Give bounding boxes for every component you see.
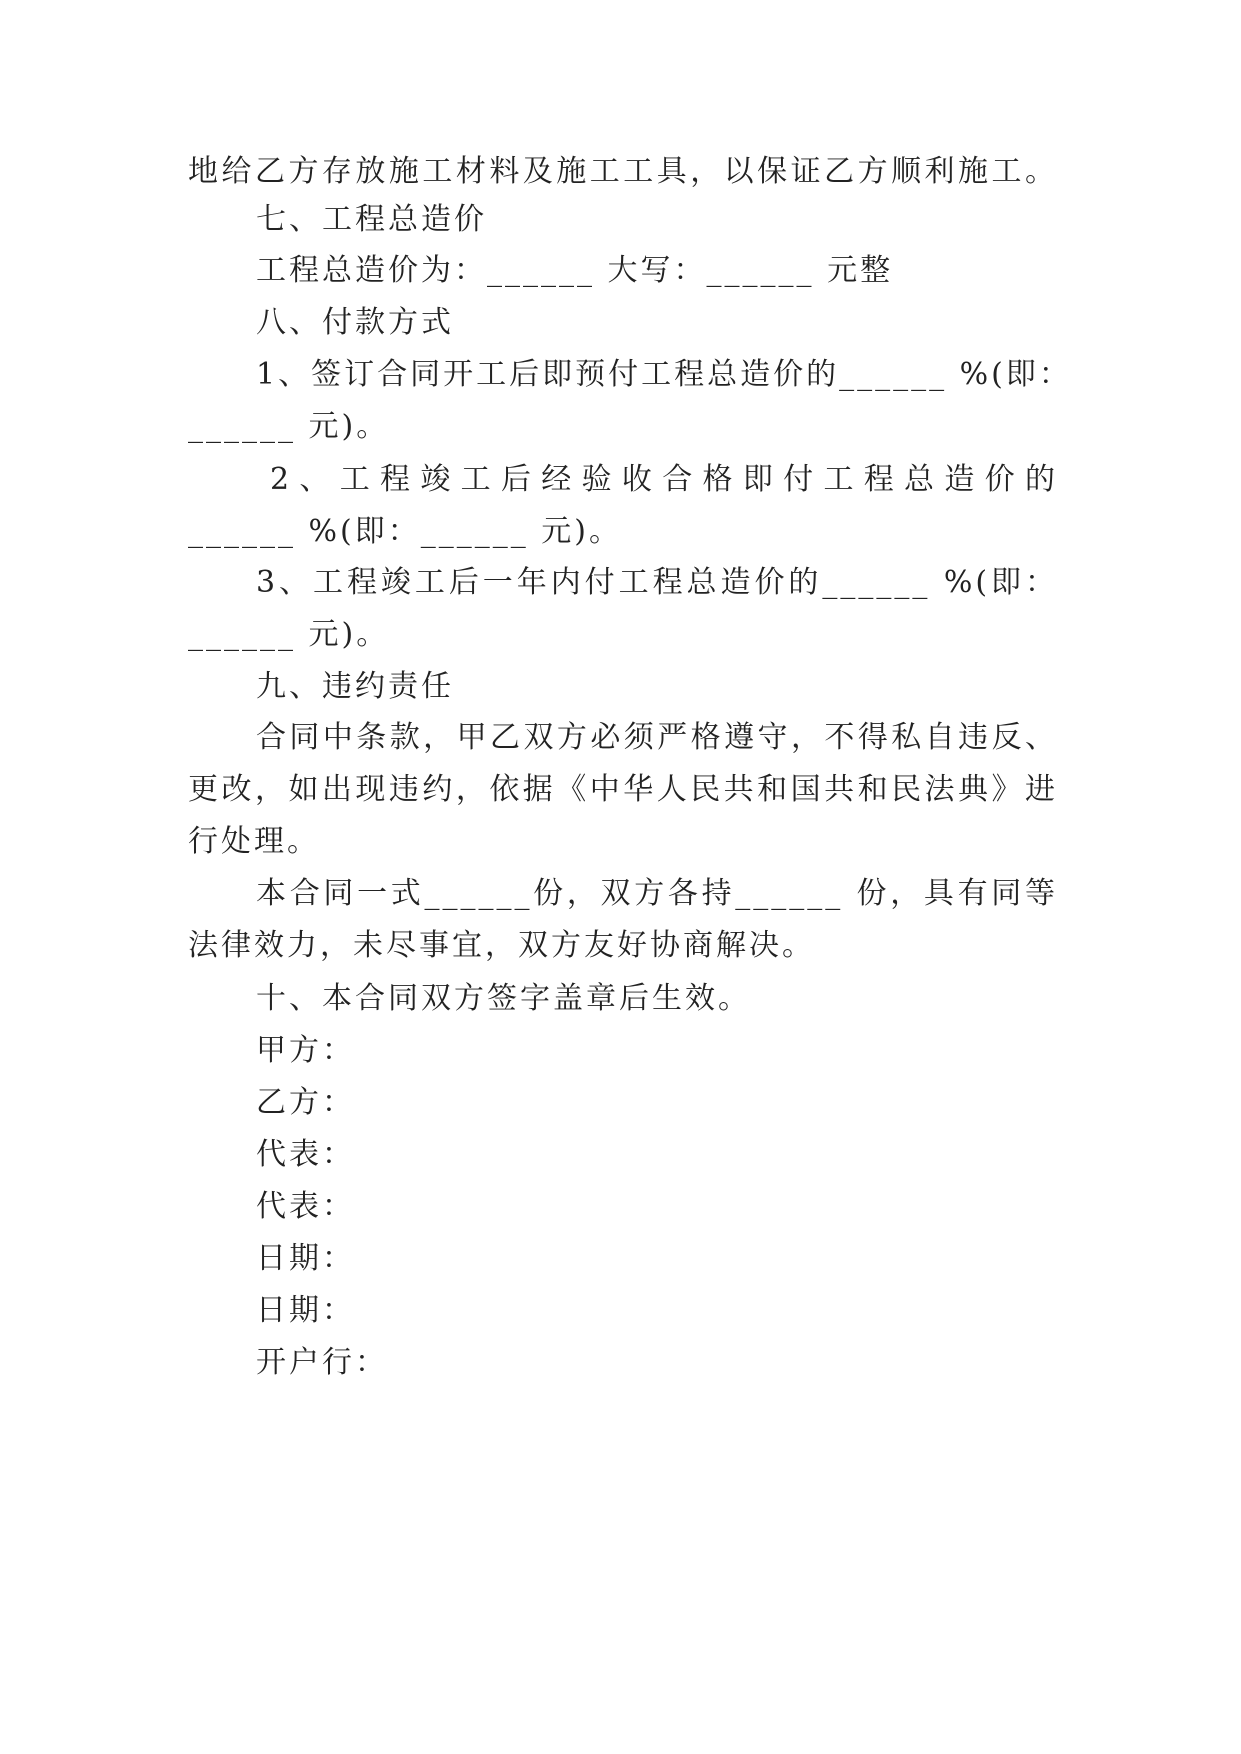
payment-item-3: 3、工程竣工后一年内付工程总造价的______ %(即： [256, 565, 1058, 600]
representative-label: 代表： [256, 1137, 355, 1172]
payment-item-2-cont: ______ %(即：______ 元)。 [188, 514, 622, 549]
party-a-label: 甲方： [256, 1033, 355, 1068]
paragraph-line: 地给乙方存放施工材料及施工工具，以保证乙方顺利施工。 [188, 154, 1058, 189]
payment-item-3-cont: ______ 元)。 [188, 617, 390, 652]
bank-label: 开户行： [256, 1345, 388, 1380]
section-heading-8: 八、付款方式 [256, 305, 454, 340]
section-heading-9: 九、违约责任 [256, 669, 454, 704]
payment-item-1: 1、签订合同开工后即预付工程总造价的______ %(即： [256, 357, 1072, 392]
representative-label: 代表： [256, 1189, 355, 1224]
party-b-label: 乙方： [256, 1085, 355, 1120]
breach-clause-line: 合同中条款，甲乙双方必须严格遵守，不得私自违反、 [256, 720, 1058, 755]
date-label: 日期： [256, 1293, 355, 1328]
payment-item-2: 2、工程竣工后经验收合格即付工程总造价的 [270, 462, 1058, 497]
payment-item-1-cont: ______ 元)。 [188, 409, 390, 444]
section-heading-7: 七、工程总造价 [256, 202, 487, 237]
date-label: 日期： [256, 1241, 355, 1276]
total-price-line: 工程总造价为：______ 大写：______ 元整 [256, 253, 894, 288]
breach-clause-line: 更改，如出现违约，依据《中华人民共和国共和民法典》进 [188, 772, 1058, 807]
section-heading-10: 十、本合同双方签字盖章后生效。 [256, 981, 751, 1016]
copies-clause-line: 本合同一式______份，双方各持______ 份，具有同等 [256, 876, 1058, 911]
breach-clause-line: 行处理。 [188, 824, 320, 859]
copies-clause-line: 法律效力，未尽事宜，双方友好协商解决。 [188, 928, 815, 963]
